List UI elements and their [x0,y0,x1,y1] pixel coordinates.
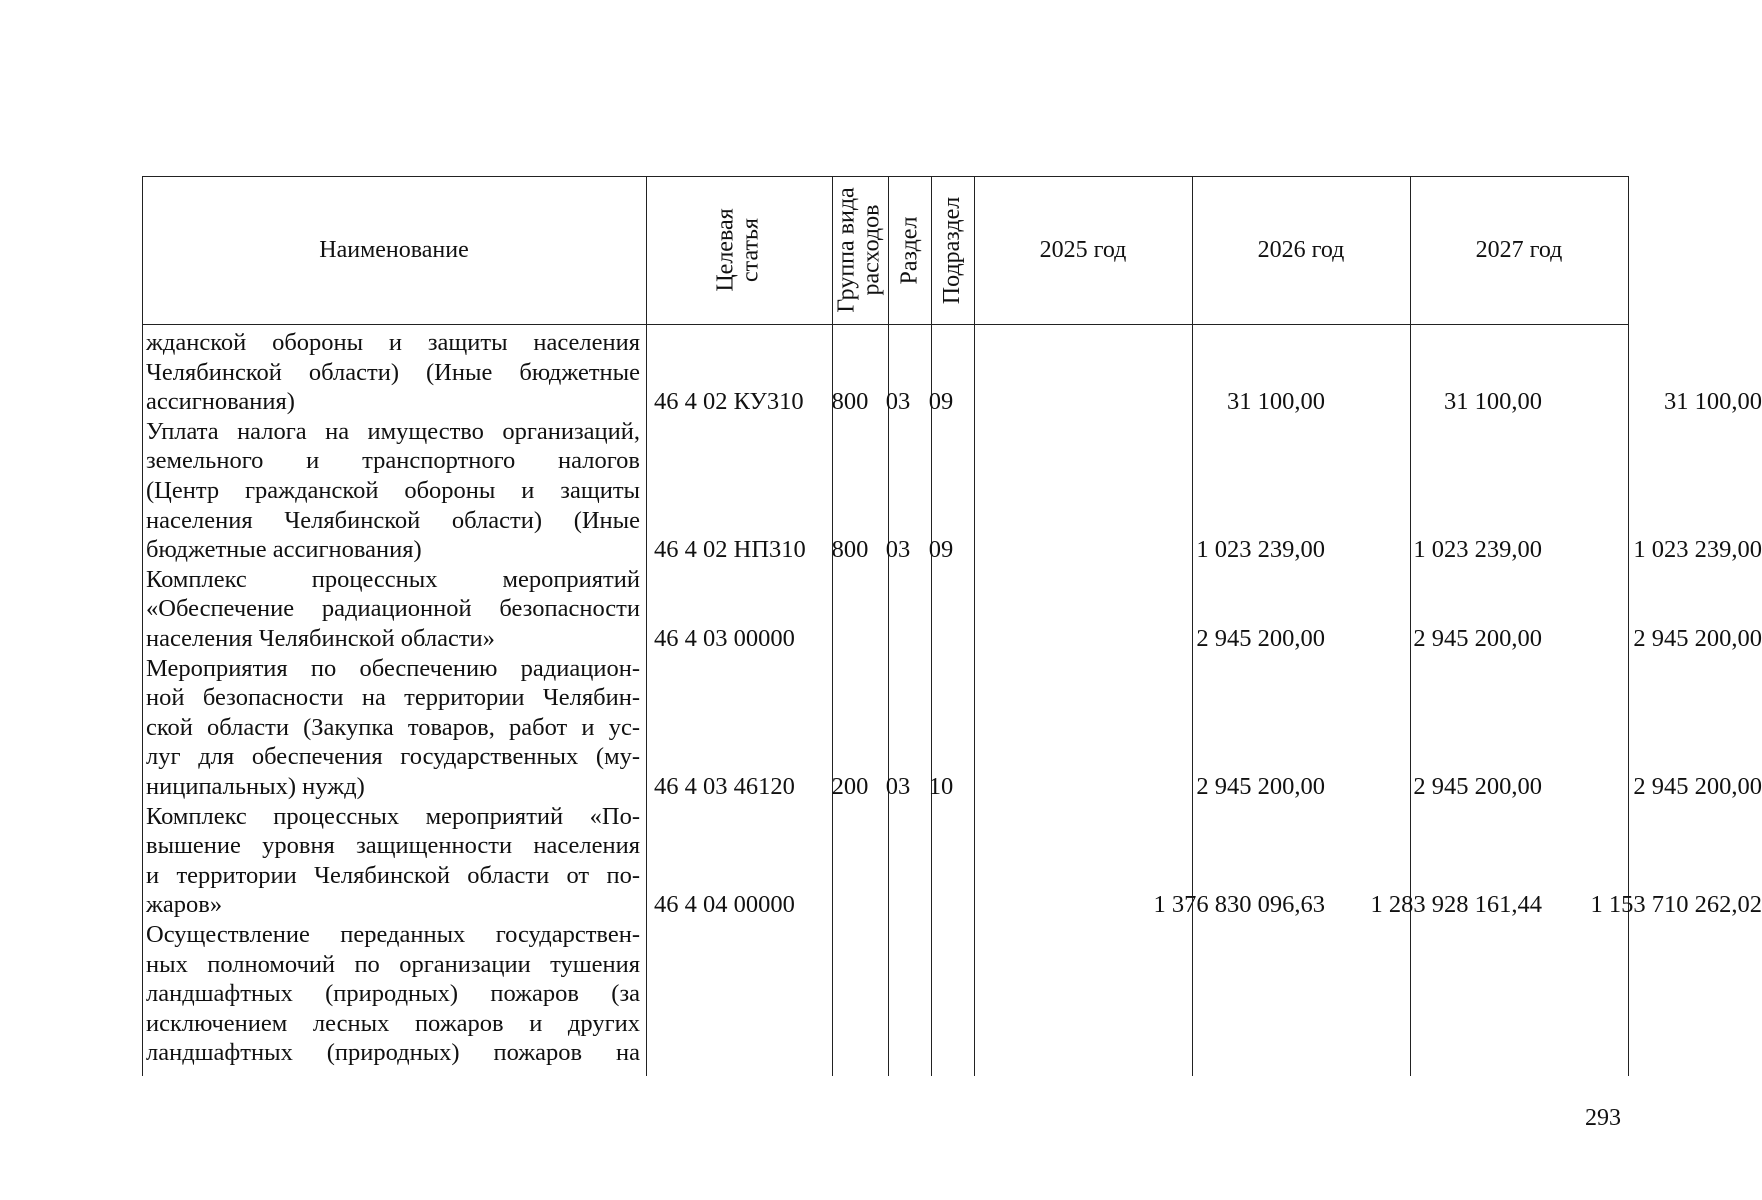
header-expense-group [832,176,888,324]
table-row [142,417,1762,565]
row-subsection: 10 [928,773,954,800]
row-name-line: ниципальных) нужд) [146,772,365,800]
header-target-article [646,176,832,324]
row-name-line: (Центр гражданской обороны и защиты [146,476,640,504]
row-target-article: 46 4 04 00000 [654,891,795,919]
header-section [888,176,931,324]
row-name-line: вышение уровня защищенности населения [146,832,640,860]
row-name-line: ской области (Закупка товаров, работ и ус- [146,713,640,741]
header-expense-group-line2: расходов [859,204,885,296]
table-row [142,920,1628,1068]
row-subsection: 09 [928,536,954,564]
row-name-line: жданской обороны и защиты населения [146,329,640,356]
row-name-line: Челябинской области) (Иные бюджетные [146,358,640,386]
header-target-article-line1: Целевая [712,208,739,292]
row-name-line: ландшафтных (природных) пожаров на [146,1039,640,1067]
row-amount-2027: 1 023 239,00 [1633,536,1762,564]
row-name [146,328,640,417]
row-name [146,565,640,654]
row-expense-group: 800 [831,388,869,416]
page-number: 293 [1585,1105,1621,1131]
row-target-article: 46 4 02 НП310 [654,536,806,564]
row-section: 03 [885,773,911,800]
header-2027 [1410,176,1628,324]
header-2026 [1192,176,1410,324]
header-expense-group-line1: Группа вида [834,187,860,313]
row-name-line: «Обеспечение радиационной безопасности [146,595,640,623]
header-target-article-line2: статья [737,218,764,282]
header-section-text: Раздел [896,216,923,284]
row-target-article: 46 4 03 00000 [654,625,795,652]
row-name-line: жаров» [146,891,223,919]
row-amount-2027: 31 100,00 [1664,388,1762,416]
row-name-line: ных полномочий по организации тушения [146,950,640,978]
table-row [142,565,1762,654]
table-row [142,328,1762,417]
row-name-line: Осуществление переданных государствен- [146,920,640,948]
row-name [146,654,640,802]
table-body [142,328,1762,1068]
row-amount-2025: 1 376 830 096,63 [1153,891,1325,919]
row-amount-2025: 2 945 200,00 [1196,625,1325,652]
row-name-line: населения Челябинской области» [146,624,495,652]
table-row [142,654,1762,802]
row-name-line: земельного и транспортного налогов [146,447,640,475]
row-amount-2027: 1 153 710 262,02 [1590,891,1762,919]
row-name [146,920,640,1068]
row-section: 03 [885,536,911,564]
row-target-article: 46 4 02 КУ310 [654,388,804,416]
header-subsection [931,176,974,324]
row-name [146,417,640,565]
row-amount-2027: 2 945 200,00 [1633,773,1762,800]
header-bottom-border [142,324,1628,325]
header-2026-text: 2026 год [1257,236,1345,263]
table-row [142,802,1762,920]
row-name-line: луг для обеспечения государственных (му- [146,743,640,771]
row-name-line: ландшафтных (природных) пожаров (за [146,980,640,1008]
row-amount-2025: 2 945 200,00 [1196,773,1325,800]
header-name [142,176,646,324]
row-name-line: Мероприятия по обеспечению радиацион- [146,654,640,682]
header-2027-text: 2027 год [1475,236,1563,263]
row-name-line: бюджетные ассигнования) [146,536,422,564]
row-name [146,802,640,920]
row-amount-2026: 1 023 239,00 [1413,536,1542,564]
row-section: 03 [885,388,911,416]
row-amount-2026: 1 283 928 161,44 [1370,891,1542,919]
row-amount-2026: 31 100,00 [1444,388,1542,416]
row-name-line: населения Челябинской области) (Иные [146,506,640,534]
header-2025-text: 2025 год [1039,236,1127,263]
row-amount-2025: 31 100,00 [1227,388,1325,416]
row-subsection: 09 [928,388,954,416]
row-name-line: Комплекс процессных мероприятий «По- [146,802,640,830]
row-amount-2027: 2 945 200,00 [1633,625,1762,652]
row-name-line: и территории Челябинской области от по- [146,861,640,889]
row-amount-2025: 1 023 239,00 [1196,536,1325,564]
header-subsection-text: Подраздел [939,196,966,304]
row-amount-2026: 2 945 200,00 [1413,773,1542,800]
row-amount-2026: 2 945 200,00 [1413,625,1542,652]
row-expense-group: 800 [831,536,869,564]
row-name-line: Комплекс процессных мероприятий [146,565,640,593]
row-name-line: исключением лесных пожаров и других [146,1009,640,1037]
row-name-line: ной безопасности на территории Челябин- [146,684,640,712]
header-2025 [974,176,1192,324]
budget-table [142,176,1762,1076]
row-expense-group: 200 [831,773,869,800]
row-name-line: ассигнования) [146,388,295,416]
row-name-line: Уплата налога на имущество организаций, [146,417,640,445]
row-target-article: 46 4 03 46120 [654,773,795,800]
header-name-text: Наименование [319,236,469,263]
